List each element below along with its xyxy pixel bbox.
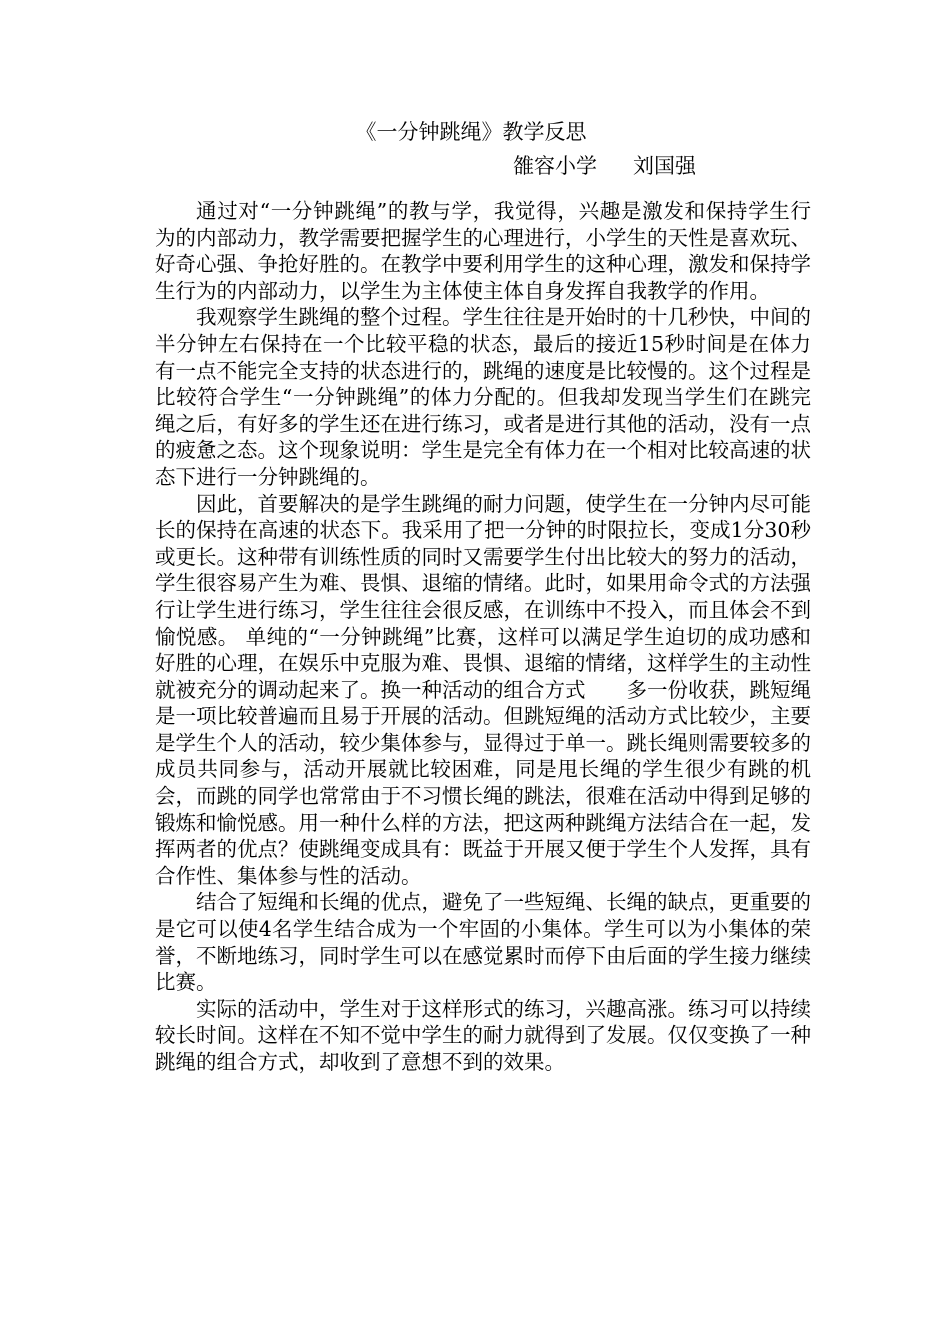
paragraph: 结合了短绳和长绳的优点，避免了一些短绳、长绳的缺点，更重要的是它可以使4名学生结合成为一个牢固的小集体。学生可以为小集体的荣誉，不断地练习，同时学生可以在感觉累时而停下由后面的学生接力继续比赛。 xyxy=(155,890,811,995)
paragraph: 通过对“一分钟跳绳”的教与学，我觉得，兴趣是激发和保持学生行为的内部动力，教学需要把握学生的心理进行，小学生的天性是喜欢玩、好奇心强、争抢好胜的。在教学中要利用学生的这种心理，激发和保持学生行为的内部动力，以学生为主体使主体自身发挥自我教学的作用。 xyxy=(155,199,811,303)
paragraph: 我观察学生跳绳的整个过程。学生往往是开始时的十几秒快，中间的半分钟左右保持在一个比较平稳的状态，最后的接近15秒时间是在体力有一点不能完全支持的状态进行的，跳绳的速度是比较慢的。这个过程是比较符合学生“一分钟跳绳”的体力分配的。但我却发现当学生们在跳完绳之后，有好多的学生还在进行练习，或者是进行其他的活动，没有一点的疲惫之态。这个现象说明：学生是完全有体力在一个相对比较高速的状态下进行一分钟跳绳的。 xyxy=(155,305,811,489)
author-name: 刘国强 xyxy=(633,154,696,178)
paragraph: 实际的活动中，学生对于这样形式的练习，兴趣高涨。练习可以持续较长时间。这样在不知不觉中学生的耐力就得到了发展。仅仅变换了一种跳绳的组合方式，却收到了意想不到的效果。 xyxy=(155,996,811,1074)
document-title: 《一分钟跳绳》教学反思 xyxy=(355,120,587,144)
author-line xyxy=(513,151,696,181)
document-body xyxy=(155,198,811,1076)
paragraph: 因此，首要解决的是学生跳绳的耐力问题，使学生在一分钟内尽可能长的保持在高速的状态下。我采用了把一分钟的时限拉长，变成1分30秒或更长。这种带有训练性质的同时又需要学生付出比较大的努力的活动，学生很容易产生为难、畏惧、退缩的情绪。此时，如果用命令式的方法强行让学生进行练习，学生往往会很反感，在训练中不投入，而且体会不到愉悦感。 单纯的“一分钟跳绳”比赛，这样可以满足学生迫切的成功感和好胜的心理，在娱乐中克服为难、畏惧、退缩的情绪，这样学生的主动性就被充分的调动起来了。换一种活动的组合方式 多一份收获，跳短绳是一项比较普遍而且易于开展的活动。但跳短绳的活动方式比较少，主要是学生个人的活动，较少集体参与，显得过于单一。跳长绳则需要较多的成员共同参与，活动开展就比较困难，同是甩长绳的学生很少有跳的机会，而跳的同学也常常由于不习惯长绳的跳法，很难在活动中得到足够的锻炼和愉悦感。用一种什么样的方法，把这两种跳绳方法结合在一起，发挥两者的优点？使跳绳变成具有：既益于开展又便于学生个人发挥，具有合作性、集体参与性的活动。 xyxy=(155,491,811,888)
school-name: 雒容小学 xyxy=(513,154,597,178)
